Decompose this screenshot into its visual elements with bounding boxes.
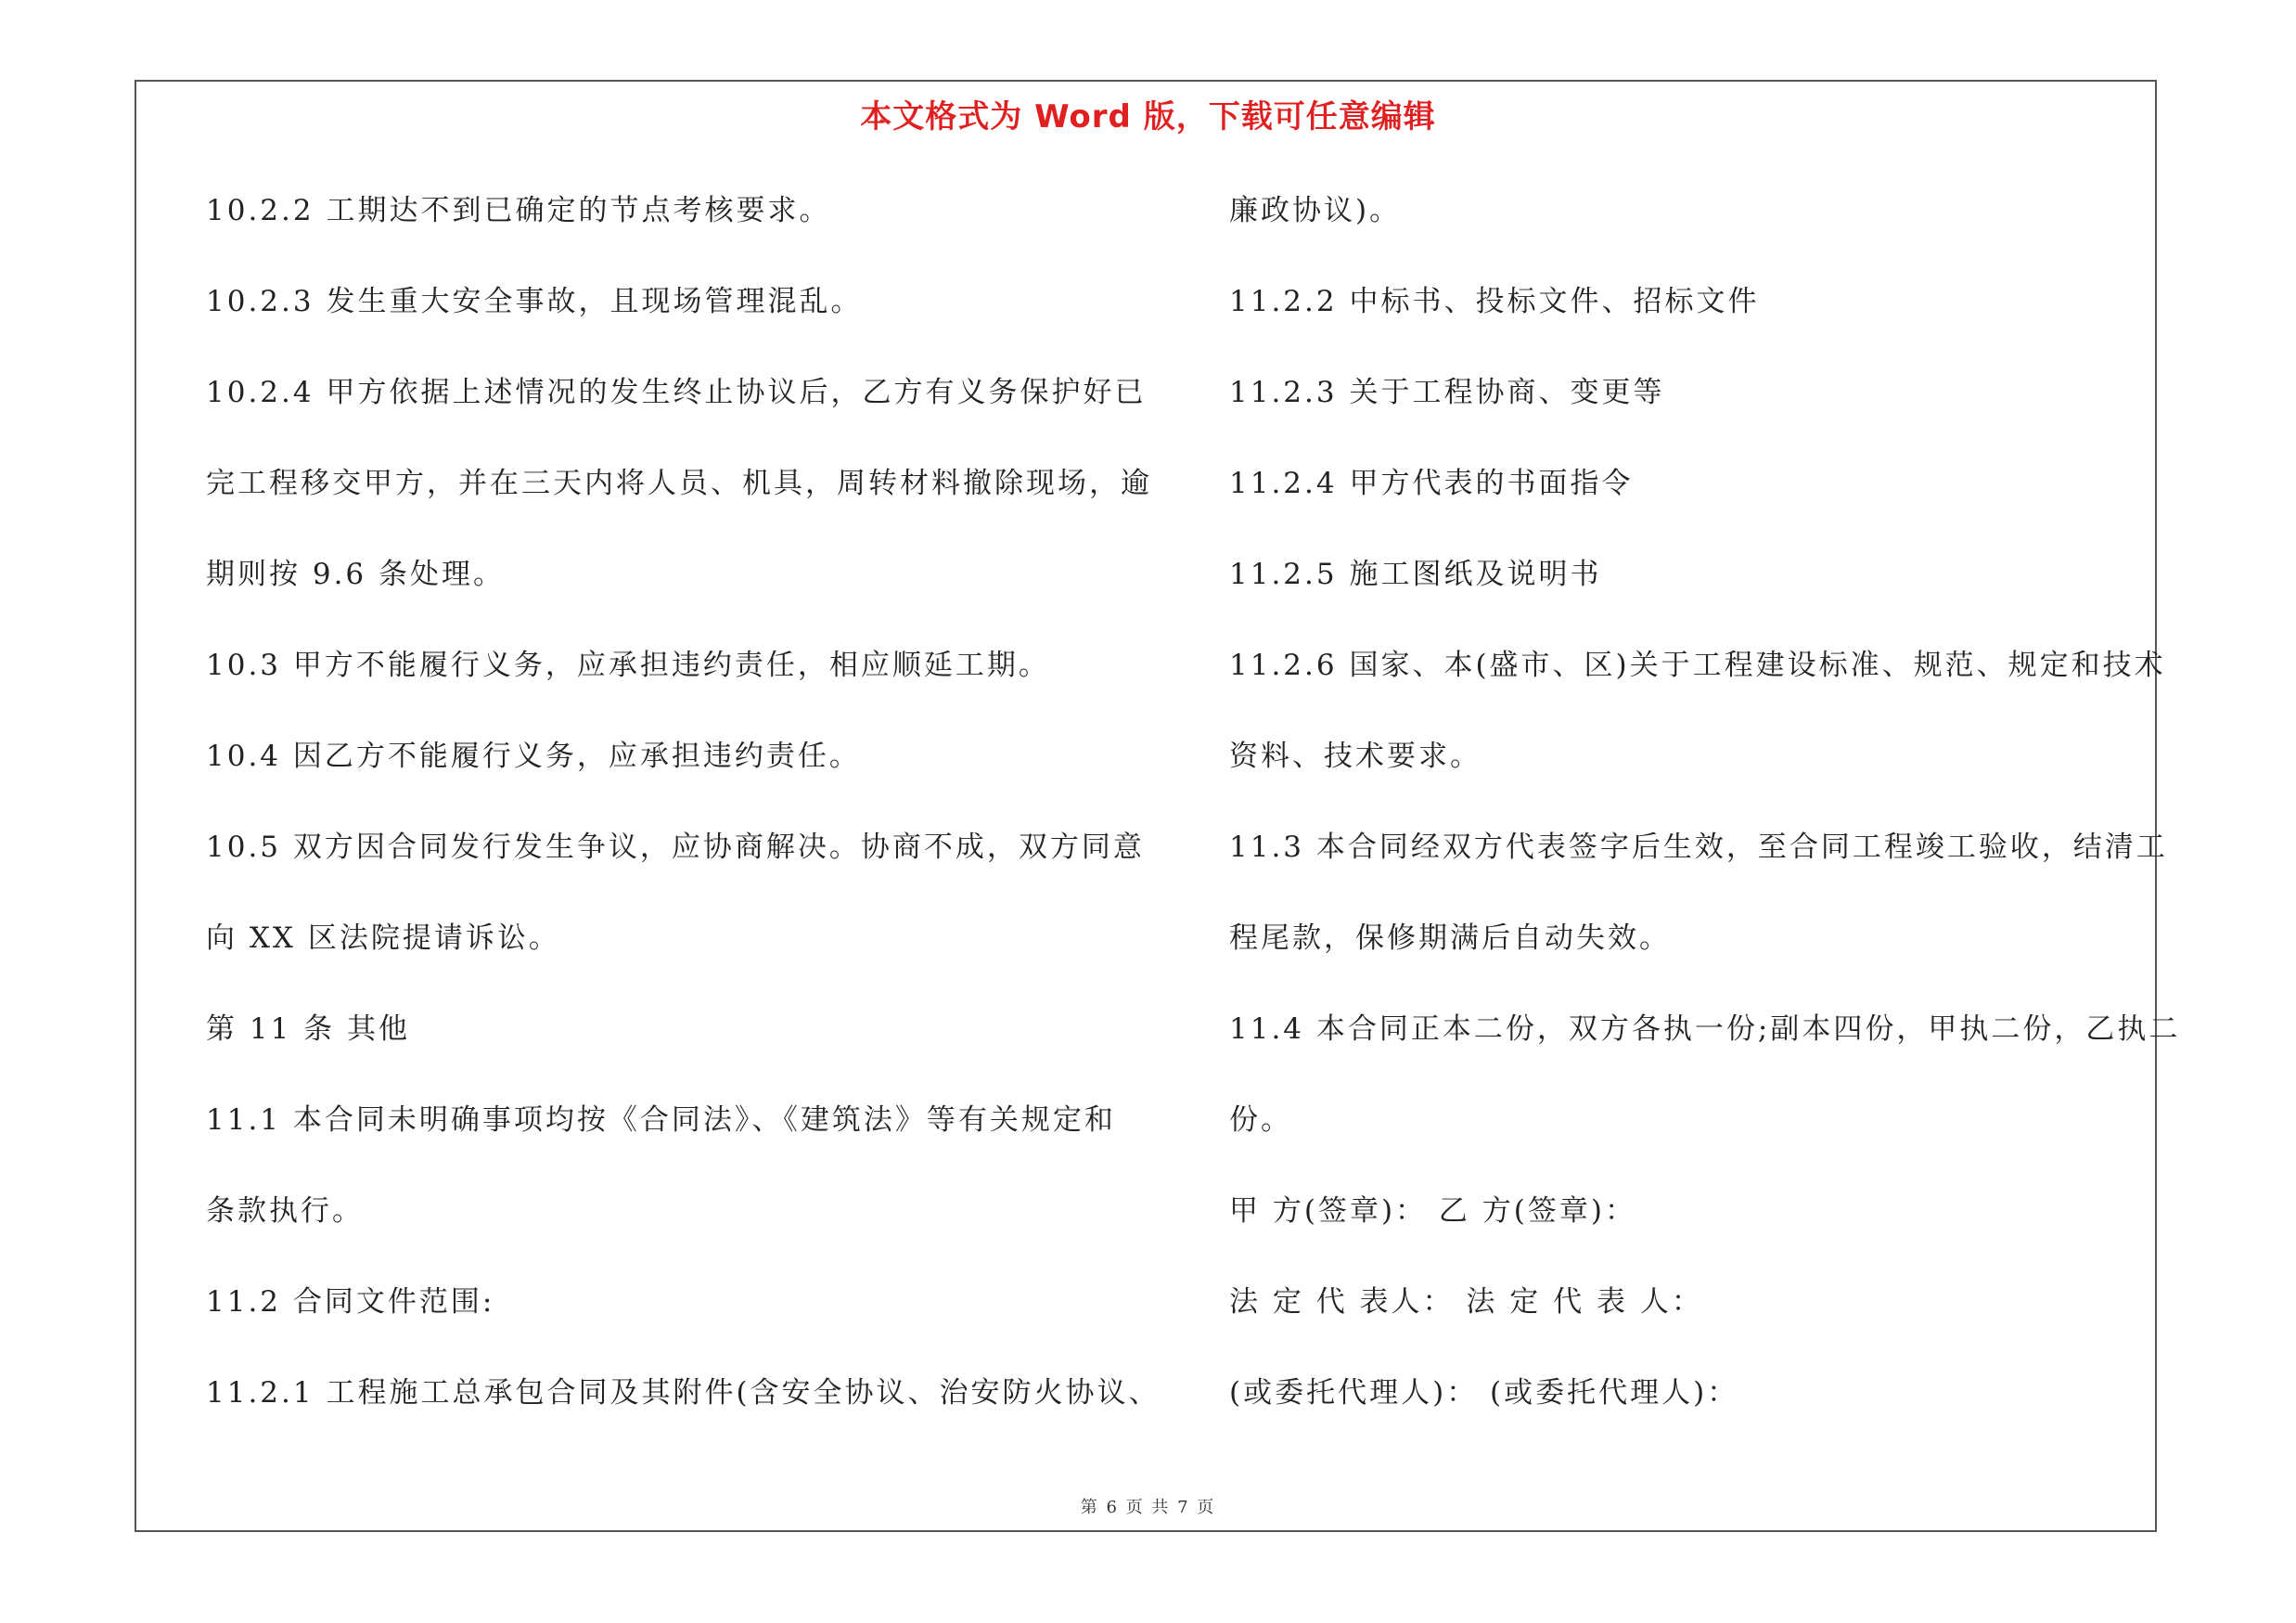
text-line: 10.4 因乙方不能履行义务，应承担违约责任。 — [206, 740, 861, 773]
header-banner: 本文格式为 Word 版，下载可任意编辑 — [860, 98, 1436, 135]
text-line: 11.4 本合同正本二份，双方各执一份;副本四份，甲执二份，乙执二 — [1229, 1012, 2181, 1046]
signature-agent-line: (或委托代理人)： (或委托代理人)： — [1229, 1376, 1739, 1410]
text-line: 10.2.3 发生重大安全事故，且现场管理混乱。 — [206, 285, 863, 318]
page-indicator: 第 6 页 共 7 页 — [1080, 1498, 1216, 1517]
text-line: 期则按 9.6 条处理。 — [206, 558, 506, 591]
text-line: 11.2.6 国家、本(盛市、区)关于工程建设标准、规范、规定和技术 — [1229, 649, 2166, 682]
text-line: 11.2.5 施工图纸及说明书 — [1229, 558, 1602, 591]
signature-party-line: 甲 方(签章)： 乙 方(签章)： — [1229, 1194, 1636, 1228]
text-line: 廉政协议)。 — [1229, 194, 1402, 227]
text-line: 向 XX 区法院提请诉讼。 — [206, 921, 560, 955]
text-line: 11.1 本合同未明确事项均按《合同法》、《建筑法》等有关规定和 — [206, 1103, 1116, 1137]
text-line: 完工程移交甲方，并在三天内将人员、机具，周转材料撤除现场，逾 — [206, 467, 1152, 500]
text-line: 程尾款，保修期满后自动失效。 — [1229, 921, 1671, 955]
text-line: 11.2.4 甲方代表的书面指令 — [1229, 467, 1634, 500]
section-heading: 第 11 条 其他 — [206, 1012, 411, 1046]
text-line: 10.5 双方因合同发行发生争议，应协商解决。协商不成，双方同意 — [206, 831, 1145, 864]
text-line: 条款执行。 — [206, 1194, 364, 1228]
text-line: 11.2.3 关于工程协商、变更等 — [1229, 376, 1665, 409]
text-line: 11.2.2 中标书、投标文件、招标文件 — [1229, 285, 1760, 318]
left-column — [206, 165, 1161, 1438]
text-line: 11.2 合同文件范围: — [206, 1285, 495, 1319]
text-line: 份。 — [1229, 1103, 1292, 1137]
right-column — [1229, 165, 2181, 1438]
text-line: 11.2.1 工程施工总承包合同及其附件(含安全协议、治安防火协议、 — [206, 1376, 1161, 1410]
text-line: 10.3 甲方不能履行义务，应承担违约责任，相应顺延工期。 — [206, 649, 1050, 682]
text-line: 资料、技术要求。 — [1229, 740, 1481, 773]
text-line: 11.3 本合同经双方代表签字后生效，至合同工程竣工验收，结清工 — [1229, 831, 2168, 864]
text-line: 10.2.2 工期达不到已确定的节点考核要求。 — [206, 194, 831, 227]
text-line: 10.2.4 甲方依据上述情况的发生终止协议后，乙方有义务保护好已 — [206, 376, 1147, 409]
signature-representative-line: 法 定 代 表人： 法 定 代 表 人： — [1229, 1285, 1703, 1319]
